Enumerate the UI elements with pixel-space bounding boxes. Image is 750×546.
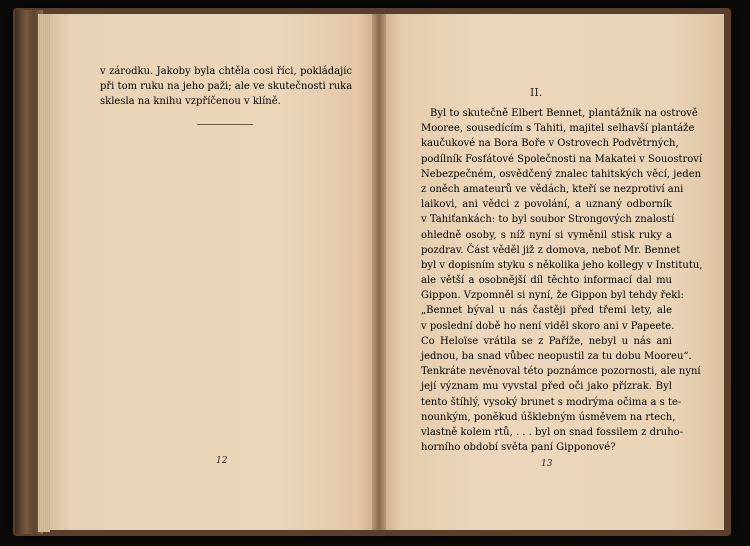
- text-line: jednou, ba snad vůbec neopustil za tu dobu Mooreu“.: [421, 351, 692, 362]
- text-line: laikovi, ani vědci z povolání, a uznaný odborník: [421, 199, 672, 211]
- text-line: sklesla na knihu vzpříčenou v klíně.: [100, 96, 281, 108]
- text-line: byl v dopisním styku s několika jeho kollegy v Institutu,: [421, 259, 703, 271]
- text-line: Tenkráte nevěnoval této poznámce pozornosti, ale nyní: [421, 366, 701, 378]
- text-line: nounkým, poněkud úšklebným úsměvem na rtech,: [421, 411, 676, 423]
- text-line: její význam mu vyvstal před oči jako přízrak. Byl: [421, 381, 672, 393]
- chapter-heading: II.: [530, 86, 543, 99]
- text-line: Co Heloïse vrátila se z Paříže, nebyl u nás ani: [421, 335, 672, 347]
- text-line: vlastně kolem rtů, . . . byl on snad fossilem z druho-: [421, 426, 684, 438]
- text-line: Gippon. Vzpomněl si nyní, že Gippon byl tehdy řekl:: [421, 290, 684, 302]
- left-page-text: [100, 64, 352, 110]
- text-line: Mooree, sousedícím s Tahiti, majitel selhavší plantáže: [421, 123, 695, 135]
- page-edges: [38, 14, 50, 532]
- text-line: ohledně osoby, s níž nyní si vyměnil stisk ruky a: [421, 229, 672, 241]
- page-number-left: 12: [216, 456, 228, 466]
- text-line: tento štíhlý, vysoký brunet s modrýma očima a s te-: [421, 396, 682, 408]
- page-number-right: 13: [541, 459, 553, 469]
- text-line: v poslední době ho není viděl skoro ani v Papeete.: [421, 320, 675, 332]
- text-line: ale větší a osobnější díl těchto informací dal mu: [421, 275, 672, 287]
- text-line: pozdrav. Část věděl již z domova, neboť Mr. Bennet: [421, 244, 681, 256]
- section-divider: [197, 124, 253, 125]
- text-line: podílník Fosfátové Společnosti na Makatei v Souostroví: [421, 153, 703, 165]
- text-line: Byl to skutečně Elbert Bennet, plantážník na ostrově: [430, 108, 698, 119]
- right-page-text: [421, 106, 703, 455]
- text-line: „Bennet býval u nás častěji před třemi lety, ale: [421, 305, 672, 317]
- text-line: v Tahiťankách: to byl soubor Strongových znalostí: [421, 214, 675, 226]
- text-line: z oněch amateurů ve vědách, kteří se nezprotiví ani: [421, 183, 684, 195]
- text-line: horního období světa paní Gipponové?: [421, 442, 616, 454]
- book-gutter: [372, 14, 386, 530]
- text-line: kaučukové na Bora Boře v Ostrovech Podvětrných,: [421, 138, 679, 150]
- text-line: v zárodku. Jakoby byla chtěla cosi říci, pokládajíc: [100, 66, 352, 77]
- text-line: Nebezpečném, osvědčený znalec tahitských věcí, jeden: [421, 168, 702, 180]
- text-line: při tom ruku na jeho paži; ale ve skutečnosti ruka: [100, 81, 353, 93]
